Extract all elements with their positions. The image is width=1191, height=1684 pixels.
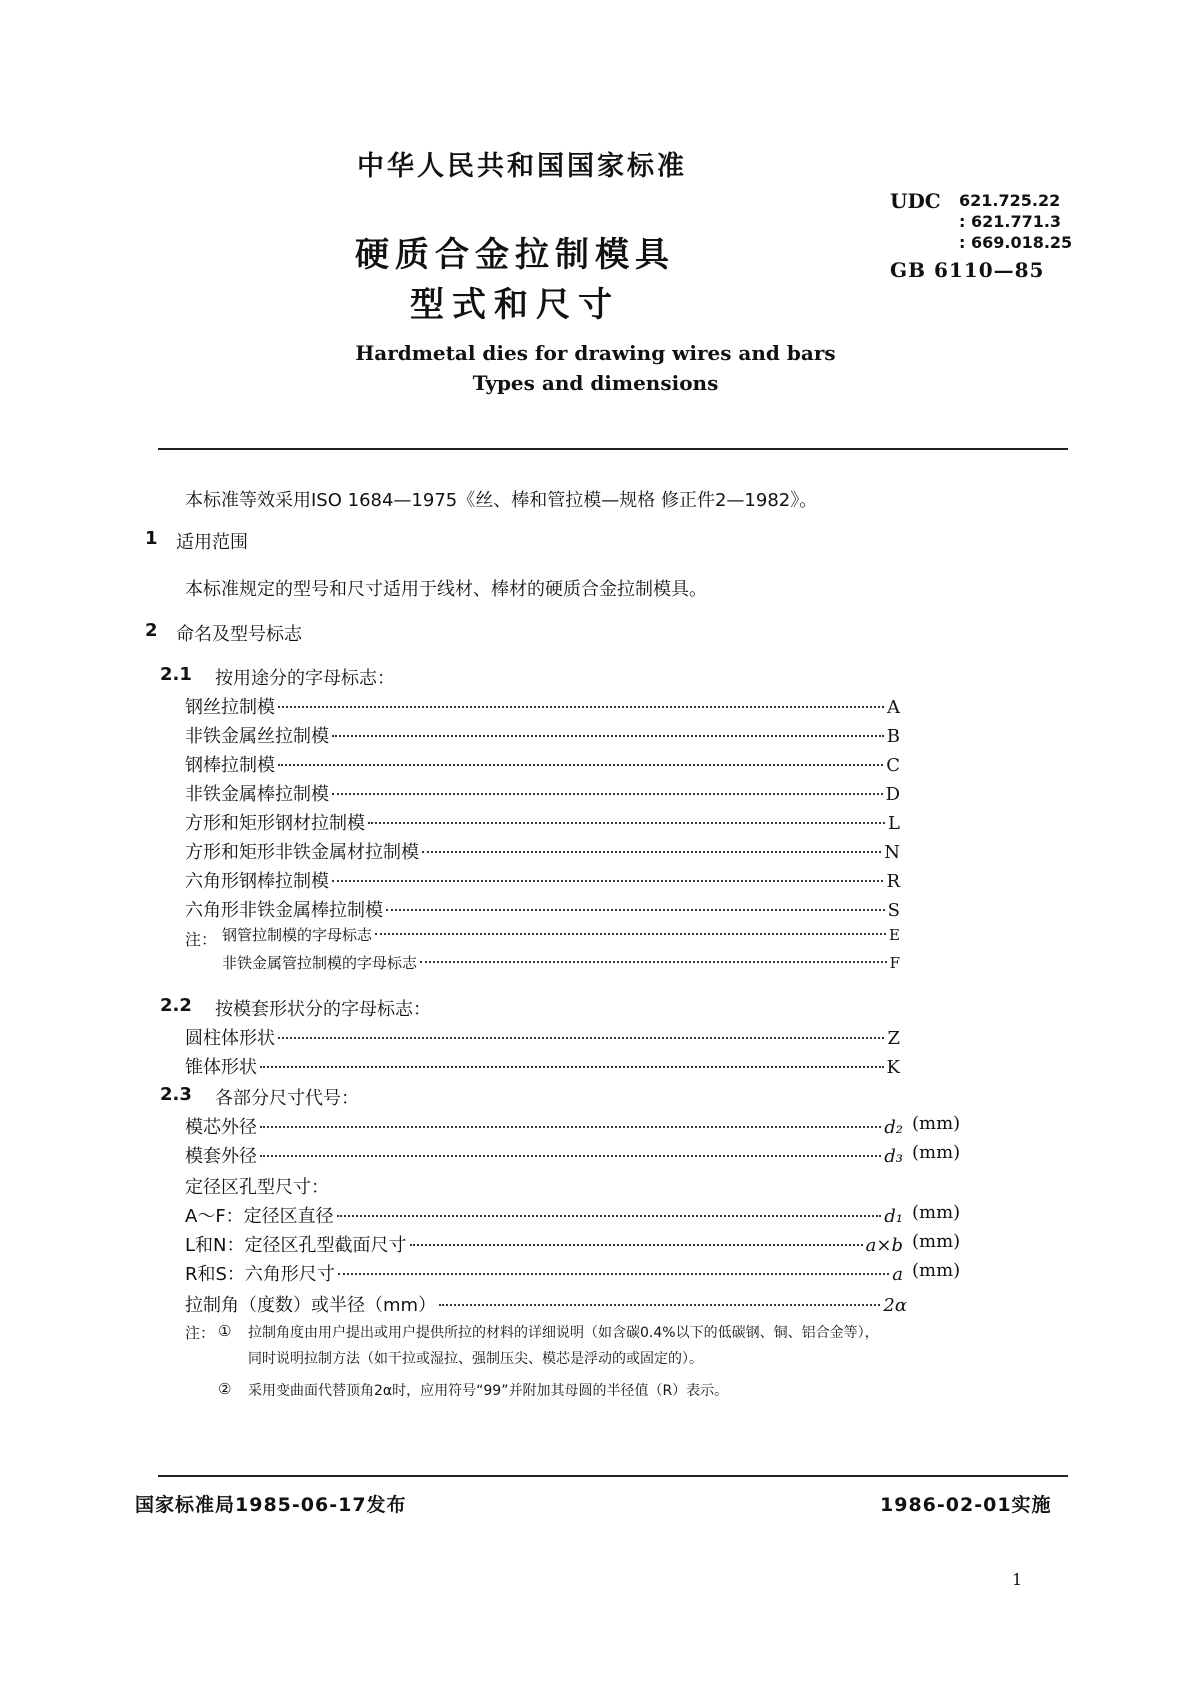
bore-heading: 定径区孔型尺寸： bbox=[185, 1177, 329, 1198]
title-cn-line1: 硬质合金拉制模具 bbox=[355, 235, 675, 275]
note-2: 采用变曲面代替顶角2α时，应用符号“99”并附加其母圆的半径值（R）表示。 bbox=[248, 1383, 729, 1399]
udc-code-2: : 621.771.3 bbox=[959, 212, 1062, 231]
intro-text: 本标准等效采用ISO 1684—1975《丝、棒和管拉模—规格 修正件2—1982》。 bbox=[185, 490, 818, 511]
subsection-2-3-number: 2.3 bbox=[160, 1084, 192, 1105]
udc-code-1: 621.725.22 bbox=[959, 191, 1061, 210]
section1-number: 1 bbox=[145, 528, 158, 549]
dimension-item: 模套外径 d₃ bbox=[185, 1146, 903, 1167]
unit-label: (mm) bbox=[912, 1231, 961, 1252]
footer-divider bbox=[158, 1475, 1068, 1477]
issue-date: 国家标准局1985-06-17发布 bbox=[135, 1494, 407, 1516]
dimension-item: 模芯外径 d₂ bbox=[185, 1117, 903, 1138]
list-item: 钢丝拉制模 A bbox=[185, 697, 900, 718]
dimension-item: A～F：定径区直径 d₁ bbox=[185, 1206, 903, 1227]
note-item: 非铁金属管拉制模的字母标志 F bbox=[222, 954, 900, 972]
unit-label: (mm) bbox=[912, 1113, 961, 1134]
note-prefix: 注： bbox=[185, 930, 218, 949]
gb-standard-code: GB 6110—85 bbox=[890, 258, 1045, 282]
section1-body: 本标准规定的型号和尺寸适用于线材、棒材的硬质合金拉制模具。 bbox=[185, 579, 707, 600]
effective-date: 1986-02-01实施 bbox=[880, 1494, 1052, 1516]
list-item: 圆柱体形状 Z bbox=[185, 1028, 900, 1049]
dimension-item: 拉制角（度数）或半径（mm） 2α bbox=[185, 1295, 907, 1316]
note-number: ① bbox=[218, 1322, 232, 1340]
unit-label: (mm) bbox=[912, 1260, 961, 1281]
subsection-2-3-heading: 各部分尺寸代号： bbox=[215, 1088, 359, 1109]
title-cn-line2: 型式和尺寸 bbox=[410, 285, 620, 325]
unit-label: (mm) bbox=[912, 1142, 961, 1163]
dimension-item: R和S：六角形尺寸 a bbox=[185, 1264, 903, 1285]
title-en-line2: Types and dimensions bbox=[472, 371, 719, 395]
list-item: 方形和矩形非铁金属材拉制模 N bbox=[185, 842, 900, 863]
list-item: 非铁金属棒拉制模 D bbox=[185, 784, 900, 805]
list-item: 钢棒拉制模 C bbox=[185, 755, 900, 776]
udc-label: UDC bbox=[890, 189, 941, 213]
subsection-2-1-number: 2.1 bbox=[160, 664, 192, 685]
list-item: 非铁金属丝拉制模 B bbox=[185, 726, 900, 747]
title-en-line1: Hardmetal dies for drawing wires and bars bbox=[355, 341, 836, 365]
note-number: ② bbox=[218, 1380, 232, 1398]
dimension-item: L和N：定径区孔型截面尺寸 a×b bbox=[185, 1235, 903, 1256]
note-item: 钢管拉制模的字母标志 E bbox=[222, 926, 900, 944]
note-prefix: 注： bbox=[185, 1324, 216, 1342]
unit-label: (mm) bbox=[912, 1202, 961, 1223]
header-country: 中华人民共和国国家标准 bbox=[357, 151, 687, 182]
section2-number: 2 bbox=[145, 620, 158, 641]
page-number: 1 bbox=[1012, 1570, 1023, 1589]
header-divider bbox=[158, 448, 1068, 450]
list-item: 六角形钢棒拉制模 R bbox=[185, 871, 900, 892]
subsection-2-2-heading: 按模套形状分的字母标志： bbox=[215, 999, 431, 1020]
list-item: 锥体形状 K bbox=[185, 1057, 900, 1078]
udc-code-3: : 669.018.25 bbox=[959, 233, 1073, 252]
section2-heading: 命名及型号标志 bbox=[176, 624, 302, 645]
subsection-2-1-heading: 按用途分的字母标志： bbox=[215, 668, 395, 689]
subsection-2-2-number: 2.2 bbox=[160, 995, 192, 1016]
note-1-line1: 拉制角度由用户提出或用户提供所拉的材料的详细说明（如含碳0.4%以下的低碳钢、铜、铝合金等）， bbox=[248, 1325, 879, 1341]
list-item: 六角形非铁金属棒拉制模 S bbox=[185, 900, 900, 921]
list-item: 方形和矩形钢材拉制模 L bbox=[185, 813, 900, 834]
section1-heading: 适用范围 bbox=[176, 532, 248, 553]
note-1-line2: 同时说明拉制方法（如干拉或湿拉、强制压尖、模芯是浮动的或固定的）。 bbox=[248, 1351, 703, 1367]
